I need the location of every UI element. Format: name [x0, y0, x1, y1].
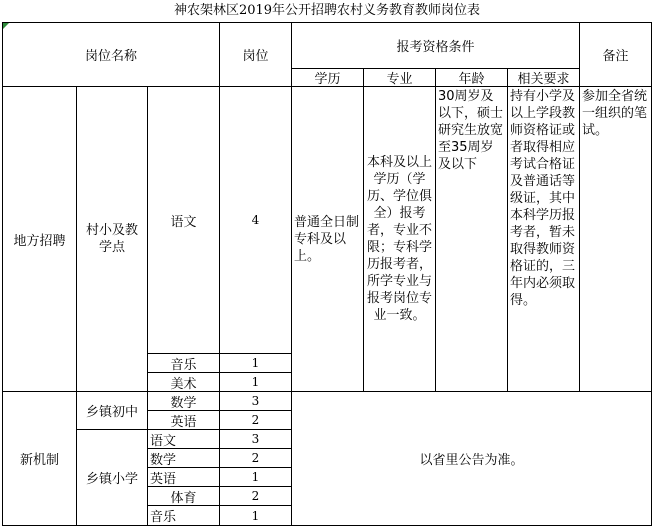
header-remarks: 备注 [579, 22, 652, 87]
header-major: 专业 [363, 68, 436, 87]
village-count-art: 1 [219, 372, 292, 392]
village-count-music: 1 [219, 353, 292, 373]
primary-subject-chinese: 语文 [147, 429, 220, 449]
requirement-age: 30周岁及以下，硕士研究生放宽至35周岁及以下 [435, 86, 508, 392]
primary-subject-pe: 体育 [147, 486, 220, 506]
group-local: 地方招聘 [2, 86, 77, 392]
requirement-major: 本科及以上学历（学历、学位俱全）报考者，专业不限；专科学历报考者，所学专业与报考岗位专业一致。 [363, 86, 436, 392]
new-mech-note: 以省里公告为准。 [291, 391, 652, 526]
header-education: 学历 [291, 68, 364, 87]
requirement-remarks: 参加全省统一组织的笔试。 [579, 86, 652, 392]
group-village: 村小及教学点 [76, 86, 148, 392]
requirement-related: 持有小学及以上学段教师资格证或者取得相应考试合格证及普通话等级证，其中本科学历报考者，暂未取得教师资格证的，三年内必须取得。 [507, 86, 580, 392]
primary-subject-math: 数学 [147, 448, 220, 468]
header-age: 年龄 [435, 68, 508, 87]
village-subject-art: 美术 [147, 372, 220, 392]
header-qualifications: 报考资格条件 [291, 22, 580, 69]
village-subject-chinese: 语文 [147, 86, 220, 354]
primary-count-math: 2 [219, 448, 292, 468]
village-count-chinese: 4 [219, 86, 292, 354]
group-new-mech: 新机制 [2, 391, 77, 526]
requirement-education: 普通全日制专科及以上。 [291, 86, 364, 392]
primary-count-pe: 2 [219, 486, 292, 506]
header-positions: 岗位 [219, 22, 292, 87]
primary-count-chinese: 3 [219, 429, 292, 449]
primary-count-music: 1 [219, 505, 292, 526]
middle-subject-math: 数学 [147, 391, 220, 411]
header-related: 相关要求 [507, 68, 580, 87]
middle-count-math: 3 [219, 391, 292, 411]
village-subject-music: 音乐 [147, 353, 220, 373]
header-position-name: 岗位名称 [2, 22, 220, 87]
group-town-primary: 乡镇小学 [76, 429, 148, 526]
primary-subject-music: 音乐 [147, 505, 220, 526]
table-title: 神农架林区2019年公开招聘农村义务教育教师岗位表 [173, 3, 481, 18]
group-town-middle: 乡镇初中 [76, 391, 148, 430]
primary-subject-english: 英语 [147, 467, 220, 487]
middle-subject-english: 英语 [147, 410, 220, 430]
middle-count-english: 2 [219, 410, 292, 430]
primary-count-english: 1 [219, 467, 292, 487]
